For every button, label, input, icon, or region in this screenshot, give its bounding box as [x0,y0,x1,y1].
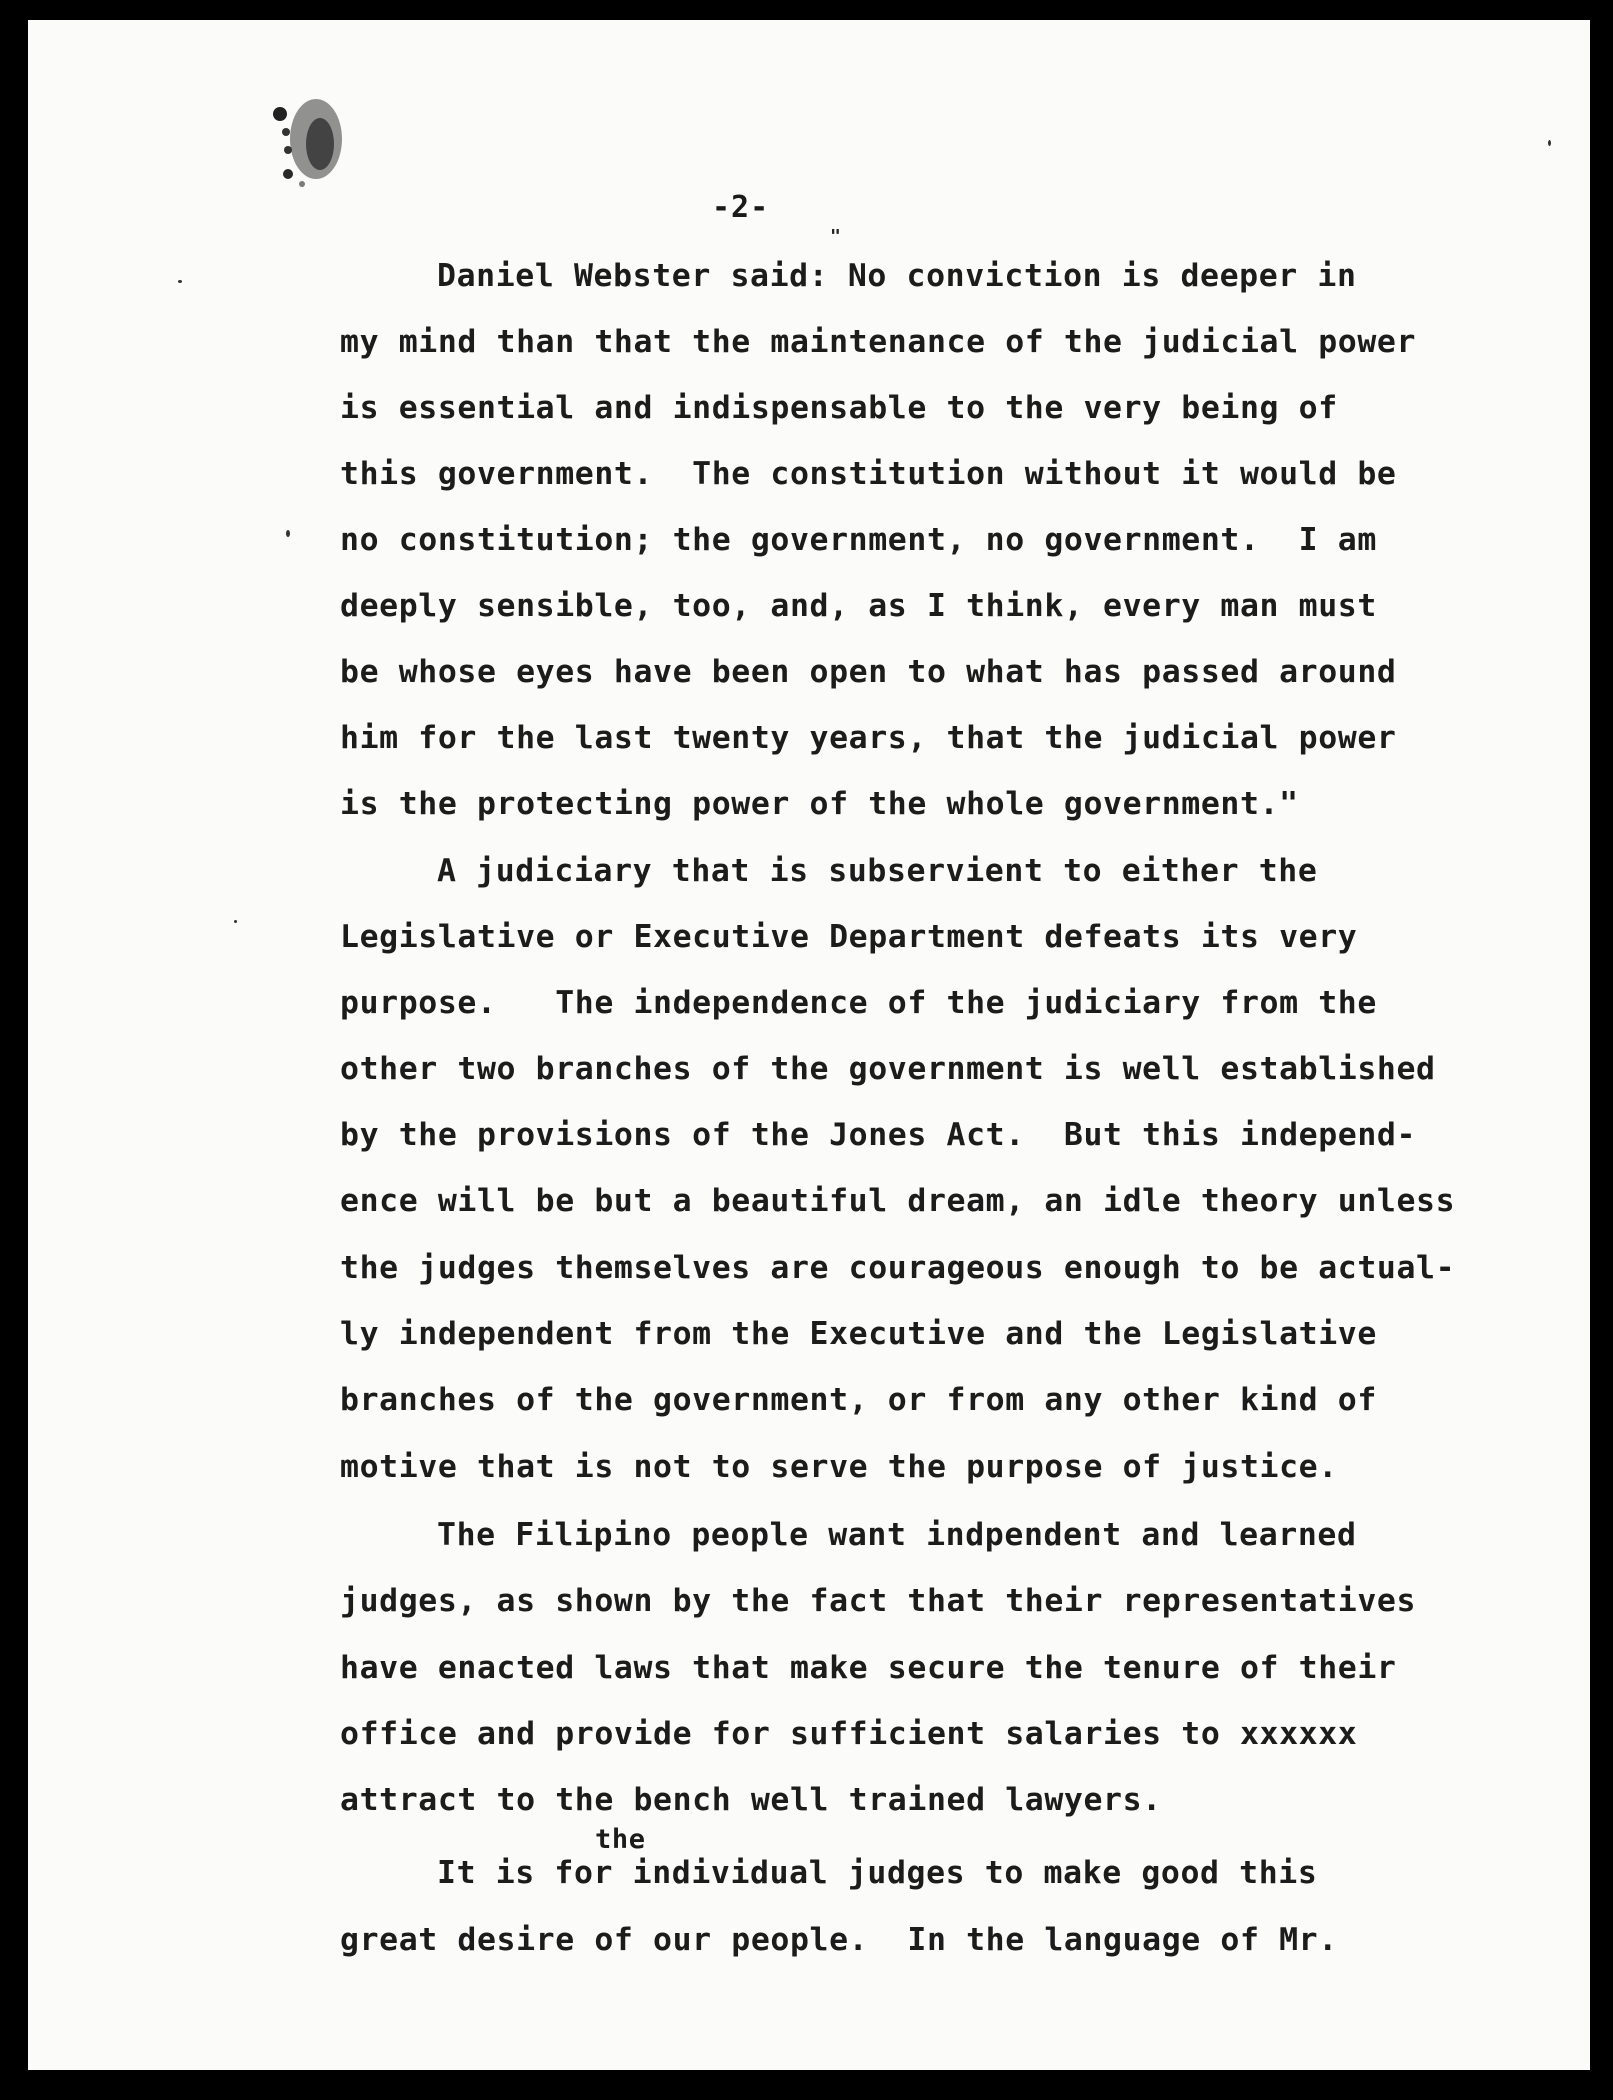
text-line: A judiciary that is subservient to either the [437,853,1318,889]
text-line: him for the last twenty years, that the judicial power [340,720,1397,756]
text-line: is the protecting power of the whole government." [340,786,1299,822]
text-line: by the provisions of the Jones Act. But this independ- [340,1117,1417,1153]
text-line: have enacted laws that make secure the tenure of their [340,1650,1397,1686]
text-line: Daniel Webster said: No conviction is deeper in [437,258,1357,294]
stray-speck [1548,140,1551,146]
text-line: the judges themselves are courageous enough to be actual- [340,1250,1456,1286]
text-line: office and provide for sufficient salaries to xxxxxx [340,1716,1358,1752]
text-line: Legislative or Executive Department defeats its very [340,919,1358,955]
text-line: The Filipino people want indpendent and learned [437,1517,1357,1553]
stray-speck [286,530,290,537]
stray-quote-mark: " [830,226,841,247]
page-number: -2- [712,190,770,225]
text-line: branches of the government, or from any other kind of [340,1382,1377,1418]
handwritten-insertion: the [595,1824,646,1855]
text-line: attract to the bench well trained lawyers. [340,1782,1162,1818]
stray-speck [234,920,237,923]
text-line: motive that is not to serve the purpose of justice. [340,1449,1338,1485]
text-line: this government. The constitution without it would be [340,456,1397,492]
text-line: no constitution; the government, no government. I am [340,522,1377,558]
text-line: my mind than that the maintenance of the judicial power [340,324,1417,360]
text-line: purpose. The independence of the judiciary from the [340,985,1377,1021]
text-line: is essential and indispensable to the very being of [340,390,1338,426]
stray-speck [178,280,182,283]
text-line: other two branches of the government is well established [340,1051,1436,1087]
text-line: great desire of our people. In the language of Mr. [340,1922,1338,1958]
text-line: judges, as shown by the fact that their representatives [340,1583,1417,1619]
text-line: ly independent from the Executive and the Legislative [340,1316,1377,1352]
text-line: be whose eyes have been open to what has passed around [340,654,1397,690]
ink-blot-stain [258,84,358,214]
text-line: deeply sensible, too, and, as I think, every man must [340,588,1377,624]
text-line: ence will be but a beautiful dream, an idle theory unless [340,1183,1456,1219]
text-line: It is for individual judges to make good this [437,1855,1318,1891]
